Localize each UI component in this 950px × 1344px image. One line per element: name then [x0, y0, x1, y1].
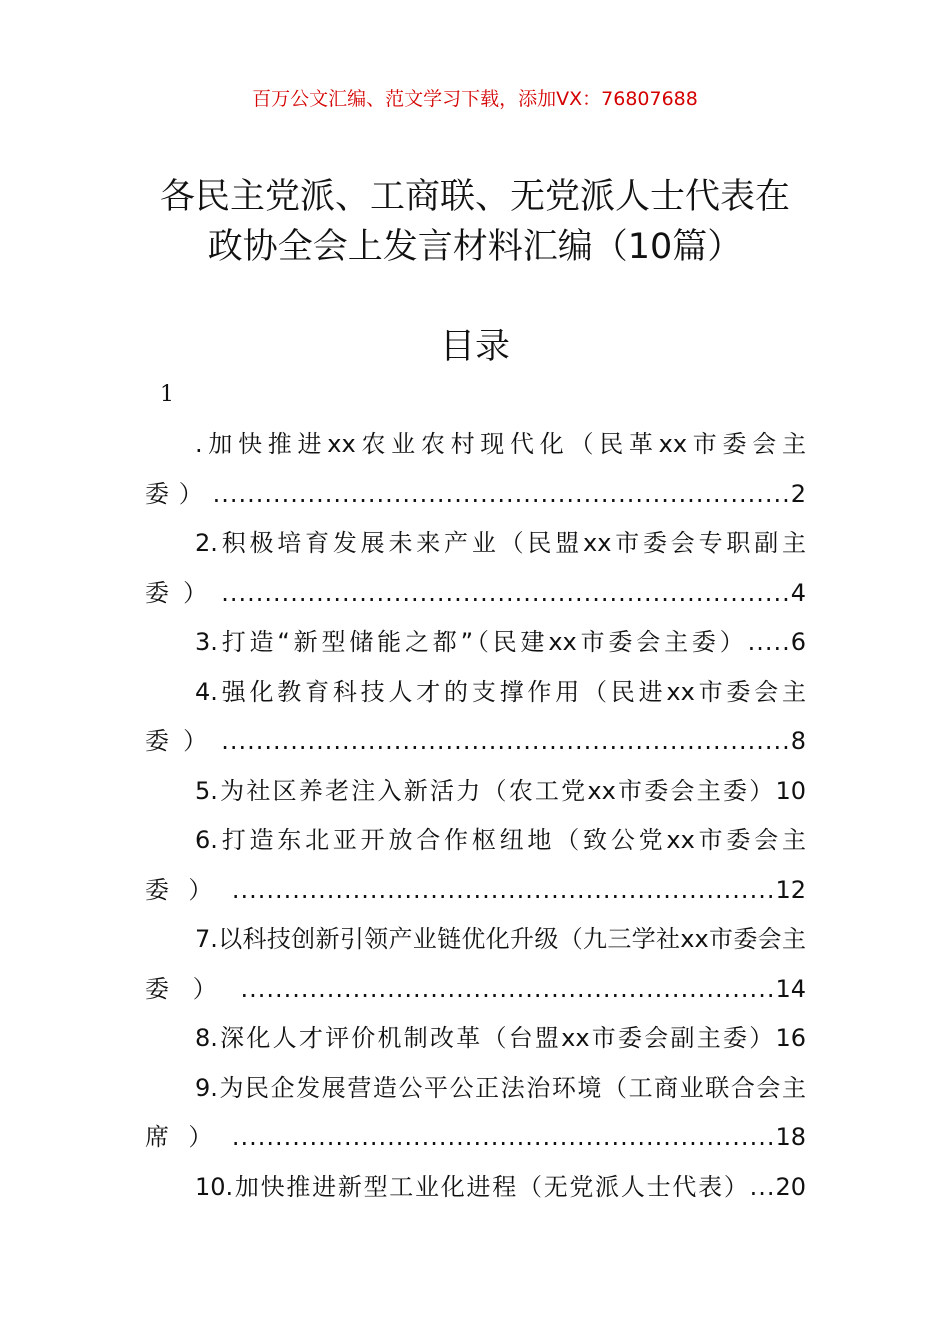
document-title-line-2: 政协全会上发言材料汇编（10篇） — [207, 227, 743, 267]
toc-entry-page: 6 — [790, 628, 806, 656]
toc-entry-leader: .................................................................. — [221, 727, 791, 755]
toc-entry-title: 8.深化人才评价机制改革（台盟xx市委会副主委） — [195, 1024, 776, 1052]
toc-entry-title: 10.加快推进新型工业化进程（无党派人士代表） — [195, 1172, 750, 1201]
toc-entry-title: 3.打造“新型储能之都”（民建xx市委会主委） — [195, 628, 748, 656]
toc-entry-title: 5.为社区养老注入新活力（农工党xx市委会主委） — [195, 776, 776, 805]
page-marker: 1 — [160, 382, 174, 407]
toc-heading: 目录 — [439, 327, 510, 367]
toc-entry-page: 12 — [775, 875, 806, 904]
toc-entry-title: 2.积极培育发展未来产业（民盟xx市委会专职副主委） — [145, 529, 806, 607]
document-title — [0, 172, 950, 272]
table-of-contents — [145, 420, 806, 1212]
toc-entry-title: 4.强化教育科技人才的支撑作用（民进xx市委会主委） — [145, 677, 806, 755]
toc-entry-leader: ............................................................... — [231, 1123, 776, 1151]
toc-entry[interactable] — [145, 519, 806, 618]
toc-entry-page: 2 — [790, 479, 806, 508]
toc-entry-leader: ..... — [747, 628, 791, 656]
toc-entry-leader: ................................................................... — [212, 479, 791, 508]
toc-entry[interactable] — [145, 1064, 806, 1163]
toc-entry[interactable] — [145, 1163, 806, 1213]
toc-entry-leader: ... — [749, 1172, 776, 1201]
toc-entry-leader: .................................................................. — [221, 578, 791, 607]
toc-entry-page: 8 — [790, 727, 806, 755]
toc-entry-page: 14 — [775, 974, 806, 1003]
toc-entry[interactable] — [145, 816, 806, 915]
toc-entry[interactable] — [145, 915, 806, 1014]
toc-entry-leader: ............................................................... — [231, 875, 776, 904]
toc-entry[interactable] — [145, 767, 806, 817]
toc-entry-title: 7.以科技创新引领产业链优化升级（九三学社xx市委会主委） — [145, 925, 806, 1003]
toc-entry-title: 9.为民企发展营造公平公正法治环境（工商业联合会主席） — [145, 1073, 806, 1151]
document-title-line-1: 各民主党派、工商联、无党派人士代表在 — [159, 177, 790, 217]
toc-entry-title: .加快推进xx农业农村现代化（民革xx市委会主委） — [145, 430, 806, 508]
toc-entry-page: 18 — [775, 1123, 806, 1151]
toc-entry-title: 6.打造东北亚开放合作枢纽地（致公党xx市委会主委） — [145, 826, 806, 904]
toc-entry-page: 16 — [775, 1024, 806, 1052]
toc-entry[interactable] — [145, 618, 806, 668]
toc-entry[interactable] — [145, 420, 806, 519]
toc-entry-page: 4 — [790, 578, 806, 607]
toc-entry-leader: .............................................................. — [240, 974, 776, 1003]
toc-entry[interactable] — [145, 1014, 806, 1064]
toc-entry-page: 10 — [775, 776, 806, 805]
header-banner: 百万公文汇编、范文学习下载，添加VX：76807688 — [252, 88, 698, 110]
toc-entry-page: 20 — [775, 1172, 806, 1201]
toc-entry[interactable] — [145, 668, 806, 767]
